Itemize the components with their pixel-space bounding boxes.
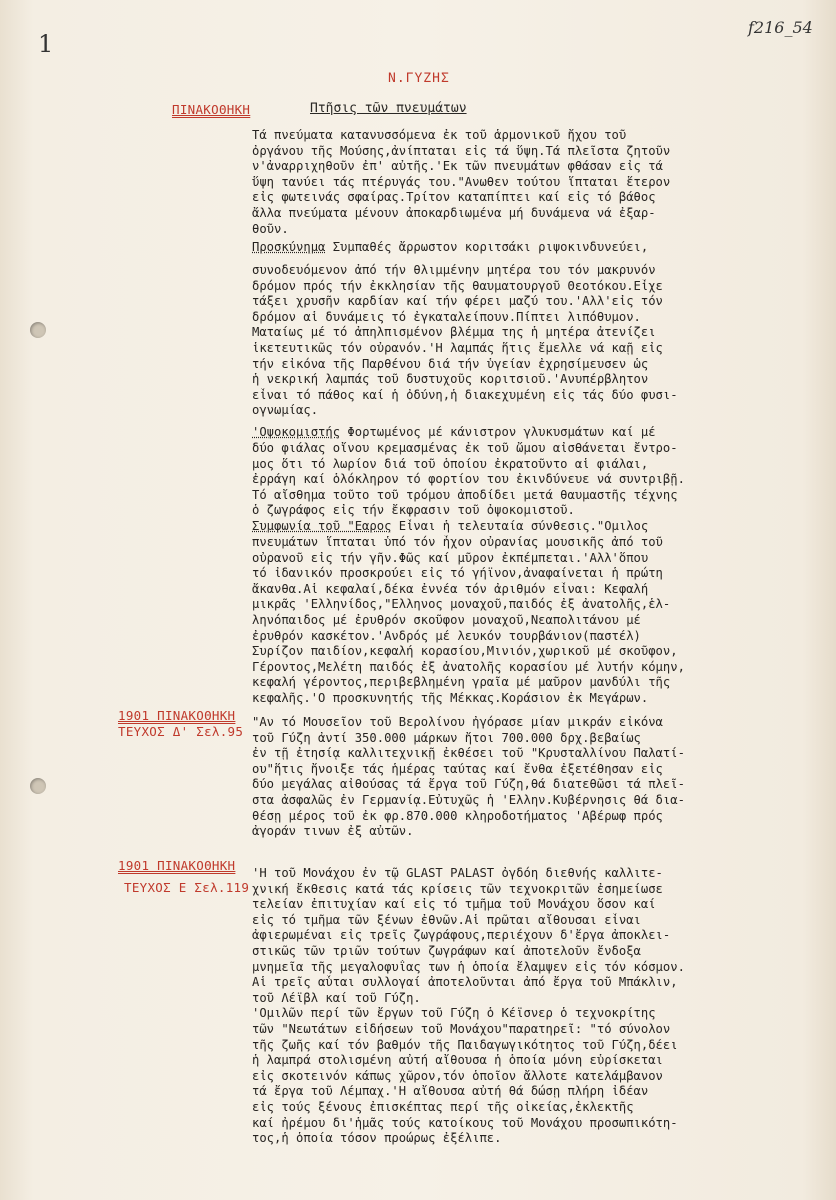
text-line: Γέροντος,Μελέτη παιδός ἐξ ἀνατολῆς κορασίου μέ λυτήν κόμην, [252,659,685,674]
text-line: ἐρράγη καί ὁλόκληρον τό φορτίον του ἐκινδύνευε νά συντριβῇ. [252,472,685,487]
text-line: ὕψη τανύει τάς πτέρυγάς του."Ανωθεν τούτου ἵπταται ἕτερον [252,174,671,189]
text-line: εἰς σκοτεινόν κάπως χῶρον,τόν ὁποῖον ἄλλοτε κατελάμβανον [252,1068,663,1083]
text-line: ἡ νεκρική λαμπάς τοῦ δυστυχοῦς κοριτσιοῦ.'Ανυπέρβλητον [252,372,649,387]
text-line: θοῦν. [252,221,289,236]
text-line: τελείαν ἐπιτυχίαν καί εἰς τό τμῆμα τοῦ Μονάχου ὅσον καί [252,897,656,912]
text-line: στα ἀσφαλῶς ἐν Γερμανίᾳ.Εὐτυχῶς ἡ 'Ελλην.Κυβέρνησις θά δια- [252,792,685,807]
paragraph-munich-exhibition [252,866,817,1147]
text-line: ἐν τῇ ἐτησίᾳ καλλιτεχνικῇ ἐκθέσει τοῦ "Κρυσταλλίνου Παλατί- [252,746,685,761]
subheading-proskynima: Προσκύνημα [252,240,326,254]
text-line: τάξει χρυσῆν καρδίαν καί τήν φέρει μαζύ του.'Αλλ'εἰς τόν [252,294,663,309]
margin-reference-2-line-2: ΤΕΥΧΟΣ Ε Σελ.119 [124,880,250,895]
paragraph-berlin-museum [252,715,817,840]
text-line: ἀφιερωμέναι εἰς τρεῖς ζωγράφους,περιέχουν δ'ἔργα ἀποκλει- [252,928,671,943]
text-line: τῶν "Νεωτάτων εἰδήσεων τοῦ Μονάχου"παρατηρεῖ: "τό σύνολον [252,1021,671,1036]
text-line: δύο φιάλας οἴνου κρεμασμένας ἐκ τοῦ ὤμου αἰσθάνεται ἔντρο- [252,441,678,455]
text-line: ἀγοράν τινων ἐξ αὐτῶν. [252,824,414,839]
text-line: μος ὅτι τό λωρίον διά τοῦ ὁποίου ἐκρατοῦντο αἱ φιάλαι, [252,456,649,471]
text-line: μικρᾶς 'Ελληνίδος,"Ελληνος μοναχοῦ,παιδός ἐξ ἀνατολῆς,ἑλ- [252,597,671,612]
paragraph-symfonia [252,535,817,707]
paragraph-flight-of-spirits [252,128,817,237]
paragraph-proskynima [252,263,817,419]
text-line: ἄκανθα.Αἱ κεφαλαί,δέκα ἐννέα τόν ἀριθμόν εἶναι: Κεφαλή [252,581,649,596]
text-line: κεφαλῆς.'Ο προσκυνητής τῆς Μέκκας.Κοράσιον ἐκ Μεγάρων. [252,690,649,705]
text-line: χνική ἔκθεσις κατά τάς κρίσεις τῶν τεχνοκριτῶν ἐσημείωσε [252,881,663,896]
text-line: Αἱ τρεῖς αὗται συλλογαί ἀποτελοῦνται ἀπό ἔργα τοῦ Μπάκλιν, [252,975,678,990]
punch-hole [30,322,46,338]
text-line: Ματαίως μέ τό ἀπηλπισμένον βλέμμα της ἡ μητέρα ἀτενίζει [252,325,656,340]
margin-reference-1-line-2: ΤΕΥΧΟΣ Δ' Σελ.95 [118,724,244,739]
text-line: ογνωμίας. [252,403,319,418]
text-line: τος,ἡ ὁποία τόσον προώρως ἐξέλιπε. [252,1131,502,1146]
text-line: ἄλλα πνεύματα μένουν ἀποκαρδιωμένα μή δυνάμενα νά ἐξαρ- [252,205,656,220]
text-line: τοῦ Λέϊβλ καί τοῦ Γύζη. [252,990,421,1005]
text-line: εἰς τούς ξένους ἐπισκέπτας περί τῆς οἰκείας,ἐκλεκτῆς [252,1099,634,1114]
text-line: δρόμον πρός τήν ἐκκλησίαν τῆς θαυματουργοῦ Θεοτόκου.Εἶχε [252,278,663,293]
text-line: τό ἰδανικόν προσκρούει εἰς τό γήϊνον,ἀναφαίνεται ἡ πρώτη [252,566,663,581]
text-line: Συρίζον παιδίον,κεφαλή κορασίου,Μινιόν,χωρικοῦ μέ σκοῦφον, [252,644,678,659]
text-line: εἰς τό τμῆμα τῶν ξένων ἐθνῶν.Αἱ πρῶται αἴθουσαι εἶναι [252,912,641,927]
text-line: συνοδευόμενον ἀπό τήν θλιμμένην μητέρα του τόν μακρυνόν [252,263,656,277]
paragraph-ofsokomistis-head: 'Οψοκομιστής Φορτωμένος μέ κάνιστρον γλυκυσμάτων καί μέ [252,425,656,439]
paragraph-proskynima-head: Προσκύνημα Συμπαθές ἄρρωστον κοριτσάκι ριψοκινδυνεύει, [252,240,649,254]
text-line: τῆς ζωῆς καί τόν βαθμόν τῆς Παιδαγωγικότητος τοῦ Γύζη,δέει [252,1037,678,1052]
text-line: 'Η τοῦ Μονάχου ἐν τῷ GLAST PALAST ὀγδόη διεθνής καλλιτε- [252,866,663,880]
text-line: εἶναι τό πάθος καί ἡ ὀδύνη,ἡ διακεχυμένη εἰς τάς δύο φυσι- [252,387,678,402]
text-line: ου"ἥτις ἤνοιξε τάς ἡμέρας ταύτας καί ἔνθα ἐξετέθησαν εἰς [252,761,663,776]
text-line: 'Ομιλῶν περί τῶν ἔργων τοῦ Γύζη ὁ Κέϊσνερ ὁ τεχνοκρίτης [252,1006,656,1021]
text-line: καί ἠρέμου δι'ἡμᾶς τούς κατοίκους τοῦ Μονάχου προσωπικότη- [252,1115,678,1130]
page-number-mark: 1 [38,30,54,58]
archive-reference: f216_54 [748,18,813,37]
margin-reference-2-line-1: 1901 ΠΙΝΑΚΟΘΗΚΗ [118,858,236,873]
text-line: πνευμάτων ἵπταται ὑπό τόν ἦχον οὐρανίας μουσικῆς ἀπό τοῦ [252,535,663,549]
text-line: δύο μεγάλας αἰθούσας τά ἔργα τοῦ Γύζη,θά διατεθῶσι τά πλεῖ- [252,777,685,792]
text-line: τήν εἰκόνα τῆς Παρθένου διά τήν ὑγείαν ἐχρησίμευσεν ὡς [252,356,649,371]
paragraph-ofsokomistis [252,441,817,519]
text-line: ὀργάνου τῆς Μούσης,ἀνίπταται εἰς τά ὕψη.Τά πλεῖστα ζητοῦν [252,143,671,158]
text-line: ὁ ζωγράφος εἰς τήν ἔκφρασιν τοῦ ὀψοκομιστοῦ. [252,503,575,518]
article-title: Πτῆσις τῶν πνευμάτων [310,101,467,116]
text-line: εἰς φωτεινάς σφαίρας.Τρίτον καταπίπτει καί εἰς τό βάθος [252,190,656,205]
text-line: ν'ἀναρριχηθοῦν ἐπ' αὐτῆς.'Εκ τῶν πνευμάτων φθάσαν εἰς τά [252,159,663,174]
author-heading: Ν.ΓΥΖΗΣ [388,71,450,86]
margin-reference-1-line-1: 1901 ΠΙΝΑΚΟΘΗΚΗ [118,708,236,723]
punch-hole [30,778,46,794]
paragraph-symfonia-head: Συμφωνία τοῦ "Εαρος Εἶναι ἡ τελευταία σύνθεσις."Ομιλος [252,519,649,533]
text-line: Τό αἴσθημα τοῦτο τοῦ τρόμου ἀποδίδει μετά θαυμαστῆς τέχνης [252,487,678,502]
text-line: Τά πνεύματα κατανυσσόμενα ἐκ τοῦ ἁρμονικοῦ ἤχου τοῦ [252,128,627,142]
text-line: ἡ λαμπρά στολισμένη αὐτή αἴθουσα ἡ ὁποία μόνη εὑρίσκεται [252,1053,663,1068]
text-line: μνημεῖα τῆς μεγαλοφυΐας των ἡ ὁποία ἔλαμψεν εἰς τόν κόσμον. [252,959,685,974]
subheading-symfonia: Συμφωνία τοῦ "Εαρος [252,519,392,533]
text-line: τά ἔργα τοῦ Λέμπαχ.'Η αἴθουσα αὐτή θά δώσῃ πλήρη ἰδέαν [252,1084,649,1099]
text-line: οὐρανοῦ εἰς τήν γῆν.Φῶς καί μῦρον ἐκπέμπεται.'Αλλ'ὅπου [252,550,649,565]
text-line: ἐρυθρόν κασκέτον.'Ανδρός μέ λευκόν τουρβάνιον(παστέλ) [252,628,641,643]
text-line: ληνόπαιδος μέ ἐρυθρόν σκοῦφον μοναχοῦ,Νεαπολιτάνου μέ [252,612,641,627]
text-line: τοῦ Γύζη ἀντί 350.000 μάρκων ἤτοι 700.000 δρχ.βεβαίως [252,730,641,745]
text-line: στικῶς τῶν τριῶν τούτων ζωγράφων καί ἀποτελοῦν ἔνδοξα [252,943,641,958]
text-line: κεφαλή γέροντος,περιβεβλημένη γραῖα μέ μαῦρον μανδύλι τῆς [252,675,671,690]
margin-source-label: ΠΙΝΑΚΟΘΗΚΗ [172,102,251,117]
text-line: θέσῃ μέρος τοῦ ἐκ φρ.870.000 κληροδοτήματος 'Αβέρωφ πρός [252,808,663,823]
subheading-ofsokomistis: 'Οψοκομιστής [252,425,341,439]
text-line: δρόμον αἱ δυνάμεις τό ἐγκαταλείπουν.Πίπτει λιπόθυμον. [252,309,641,324]
text-line: ἱκετευτικῶς τόν οὐρανόν.'Η λαμπάς ἥτις ἔμελλε νά καῇ εἰς [252,340,663,355]
text-line: "Αν τό Μουσεῖον τοῦ Βερολίνου ἠγόρασε μίαν μικράν εἰκόνα [252,715,663,729]
